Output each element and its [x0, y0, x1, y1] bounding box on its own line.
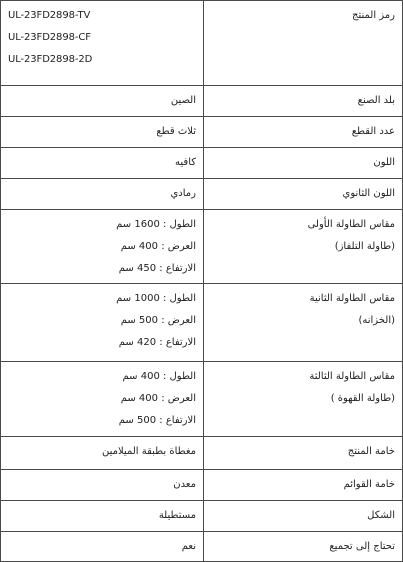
spec-value-line: UL-23FD2898-CF [8, 32, 91, 43]
spec-label-line: خامة المنتج [347, 446, 395, 457]
spec-value-line: ثلاث قطع [156, 126, 196, 137]
table-row [1, 210, 403, 284]
spec-value-line: الارتفاع : 420 سم [118, 337, 196, 348]
table-row [1, 117, 403, 148]
spec-label-shape [204, 501, 403, 532]
spec-label-line: (طاولة القهوة ) [330, 393, 395, 404]
spec-label-table3-size [204, 362, 403, 437]
spec-value-assembly [1, 532, 204, 562]
spec-value-line: الصين [170, 95, 196, 106]
spec-value-line: الطول : 400 سم [122, 371, 196, 382]
spec-label-table1-size [204, 210, 403, 284]
table-row [1, 179, 403, 210]
spec-label-color [204, 148, 403, 179]
spec-label-line: اللون [373, 157, 395, 168]
spec-label-secondary-color [204, 179, 403, 210]
spec-label-piece-count [204, 117, 403, 148]
spec-label-line: عدد القطع [351, 126, 395, 137]
spec-value-table3-size [1, 362, 204, 437]
table-row [1, 501, 403, 532]
spec-value-line: العرض : 400 سم [120, 393, 196, 404]
spec-value-line: العرض : 400 سم [120, 241, 196, 252]
spec-label-line: مقاس الطاولة الثالثة [309, 371, 395, 382]
spec-label-line: الشكل [367, 510, 395, 521]
spec-value-line: UL-23FD2898-TV [8, 10, 91, 21]
table-row [1, 284, 403, 362]
table-row [1, 437, 403, 470]
spec-value-line: رمادي [170, 188, 196, 199]
spec-label-legs-material [204, 470, 403, 501]
spec-value-line: الطول : 1600 سم [116, 219, 196, 230]
spec-value-line: العرض : 500 سم [120, 315, 196, 326]
spec-label-line: (الخزانه) [358, 315, 395, 326]
spec-value-secondary-color [1, 179, 204, 210]
table-row [1, 362, 403, 437]
spec-value-line: نعم [181, 541, 196, 552]
spec-value-shape [1, 501, 204, 532]
spec-value-line: UL-23FD2898-2D [8, 54, 93, 65]
spec-value-country [1, 86, 204, 117]
spec-value-material [1, 437, 204, 470]
table-row [1, 532, 403, 562]
table-row [1, 470, 403, 501]
spec-label-assembly [204, 532, 403, 562]
spec-label-line: رمز المنتج [352, 10, 395, 21]
spec-label-line: اللون الثانوي [342, 188, 395, 199]
spec-value-legs-material [1, 470, 204, 501]
spec-label-line: بلد الصنع [357, 95, 395, 106]
table-row [1, 148, 403, 179]
spec-value-piece-count [1, 117, 204, 148]
spec-value-line: معدن [173, 479, 196, 490]
spec-value-line: مغطاة بطبقة الميلامين [101, 446, 196, 457]
spec-label-product-code [204, 1, 403, 86]
spec-label-country [204, 86, 403, 117]
spec-value-line: الارتفاع : 450 سم [118, 263, 196, 274]
table-row [1, 1, 403, 86]
spec-label-line: مقاس الطاولة الثانية [309, 293, 395, 304]
spec-label-table2-size [204, 284, 403, 362]
spec-label-line: مقاس الطاولة الأولى [307, 219, 395, 230]
spec-value-table2-size [1, 284, 204, 362]
spec-value-line: الطول : 1000 سم [116, 293, 196, 304]
spec-value-line: كافيه [175, 157, 196, 168]
spec-value-line: الارتفاع : 500 سم [118, 415, 196, 426]
table-row [1, 86, 403, 117]
spec-value-product-code [1, 1, 204, 86]
spec-value-color [1, 148, 204, 179]
spec-value-table1-size [1, 210, 204, 284]
spec-label-material [204, 437, 403, 470]
spec-label-line: خامة القوائم [343, 479, 395, 490]
spec-value-line: مستطيلة [158, 510, 196, 521]
spec-label-line: (طاولة التلفاز) [334, 241, 395, 252]
spec-label-line: تحتاج إلى تجميع [329, 541, 395, 552]
